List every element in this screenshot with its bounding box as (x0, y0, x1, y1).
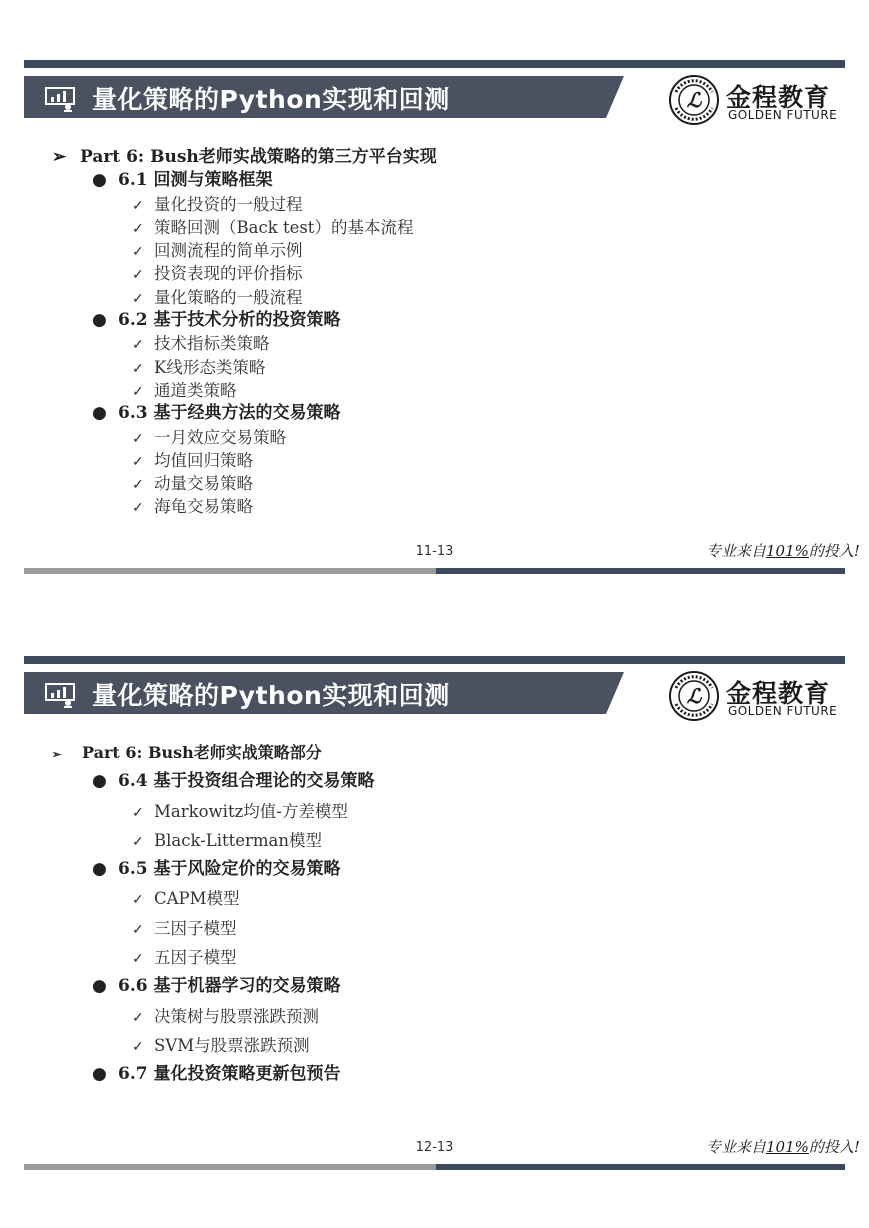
outline-item (132, 379, 437, 402)
svg-text:ℒ: ℒ (686, 88, 702, 112)
outline-item (132, 495, 437, 518)
check-icon: ✓ (132, 244, 144, 261)
section-heading (92, 169, 437, 192)
outline-item-text: Markowitz均值-方差模型 (154, 801, 348, 821)
svg-text:ℒ: ℒ (686, 684, 702, 708)
check-icon: ✓ (132, 360, 144, 377)
outline-item (132, 332, 437, 355)
bullet-icon: ● (92, 170, 107, 191)
bottom-bar-right (436, 568, 845, 574)
check-icon: ✓ (132, 500, 144, 517)
check-icon: ✓ (132, 804, 144, 821)
outline-item (132, 797, 375, 826)
section-heading-text: 6.5 基于风险定价的交易策略 (118, 859, 341, 880)
outline-item (132, 826, 375, 855)
check-icon: ✓ (132, 453, 144, 470)
bullet-icon: ● (92, 1064, 107, 1085)
bullet-icon: ● (92, 859, 107, 880)
outline-item-text: 量化策略的一般流程 (154, 287, 303, 307)
outline-item-text: 均值回归策略 (154, 450, 253, 470)
outline-item-text: 海龟交易策略 (154, 497, 253, 517)
check-icon: ✓ (132, 921, 144, 938)
golden-future-seal-icon (668, 670, 720, 722)
logo-chinese-name: 金程教育 (726, 679, 831, 708)
outline-item-text: 决策树与股票涨跌预测 (154, 1006, 319, 1026)
outline-item (132, 193, 437, 216)
outline-item (132, 884, 375, 913)
logo-english-name: GOLDEN FUTURE (728, 704, 838, 718)
bullet-icon: ● (92, 403, 107, 424)
slogan: 专业来自101%的投入! (706, 542, 860, 560)
part-heading (52, 146, 437, 169)
outline-item (132, 472, 437, 495)
presentation-icon (44, 86, 76, 112)
page-number: 12-13 (415, 1140, 454, 1155)
outline (52, 738, 375, 1090)
outline-item (132, 1031, 375, 1060)
outline-item (132, 943, 375, 972)
outline-item (132, 449, 437, 472)
outline-item (132, 426, 437, 449)
section-heading-text: 6.1 回测与策略框架 (118, 170, 273, 191)
outline-item (132, 356, 437, 379)
part-heading (52, 738, 375, 767)
section-heading (92, 402, 437, 425)
outline-item-text: 通道类策略 (154, 380, 237, 400)
check-icon: ✓ (132, 1038, 144, 1055)
outline-item-text: 投资表现的评价指标 (154, 264, 303, 284)
section-heading-text: 6.6 基于机器学习的交易策略 (118, 976, 341, 997)
check-icon: ✓ (132, 477, 144, 494)
check-icon: ✓ (132, 833, 144, 850)
slide-title: 量化策略的Python实现和回测 (92, 85, 450, 114)
outline-item (132, 914, 375, 943)
logo-english-name: GOLDEN FUTURE (728, 108, 838, 122)
check-icon: ✓ (132, 892, 144, 909)
outline-item-text: 一月效应交易策略 (154, 427, 286, 447)
top-bar (24, 656, 845, 664)
slide-title: 量化策略的Python实现和回测 (92, 681, 450, 710)
outline-item-text: CAPM模型 (154, 889, 240, 909)
page-number: 11-13 (415, 544, 454, 559)
check-icon: ✓ (132, 220, 144, 237)
section-heading-text: 6.7 量化投资策略更新包预告 (118, 1064, 341, 1085)
check-icon: ✓ (132, 290, 144, 307)
bottom-bar-right (436, 1164, 845, 1170)
part-heading-text: Part 6: Bush老师实战策略的第三方平台实现 (80, 147, 437, 167)
top-bar (24, 60, 845, 68)
check-icon: ✓ (132, 430, 144, 447)
logo-chinese-name: 金程教育 (726, 83, 831, 112)
golden-future-logo (668, 670, 848, 722)
check-icon: ✓ (132, 337, 144, 354)
bullet-icon: ● (92, 771, 107, 792)
outline-item-text: 回测流程的简单示例 (154, 241, 303, 261)
outline-item (132, 286, 437, 309)
slide-1 (0, 60, 869, 580)
section-heading (92, 309, 437, 332)
check-icon: ✓ (132, 383, 144, 400)
outline-item-text: 技术指标类策略 (154, 334, 270, 354)
check-icon: ✓ (132, 1009, 144, 1026)
bottom-bar-left (24, 1164, 436, 1170)
part-heading-text: Part 6: Bush老师实战策略部分 (82, 743, 322, 762)
outline-item (132, 239, 437, 262)
bottom-bar-left (24, 568, 436, 574)
section-heading-text: 6.3 基于经典方法的交易策略 (118, 403, 341, 424)
golden-future-seal-icon (668, 74, 720, 126)
golden-future-logo (668, 74, 848, 126)
bullet-icon: ● (92, 310, 107, 331)
section-heading (92, 972, 375, 1001)
check-icon: ✓ (132, 197, 144, 214)
outline (52, 146, 437, 519)
outline-item-text: SVM与股票涨跌预测 (154, 1035, 310, 1055)
section-heading (92, 1060, 375, 1089)
arrow-icon: ➢ (52, 147, 67, 167)
slide-2 (0, 656, 869, 1176)
outline-item-text: 策略回测（Back test）的基本流程 (154, 217, 414, 237)
outline-item-text: 量化投资的一般过程 (154, 194, 303, 214)
slogan: 专业来自101%的投入! (706, 1138, 860, 1156)
outline-item (132, 1002, 375, 1031)
outline-item-text: 动量交易策略 (154, 474, 253, 494)
presentation-icon (44, 682, 76, 708)
section-heading-text: 6.4 基于投资组合理论的交易策略 (118, 771, 375, 792)
section-heading-text: 6.2 基于技术分析的投资策略 (118, 310, 341, 331)
outline-item (132, 262, 437, 285)
bullet-icon: ● (92, 976, 107, 997)
outline-item-text: K线形态类策略 (154, 357, 266, 377)
section-heading (92, 855, 375, 884)
outline-item (132, 216, 437, 239)
check-icon: ✓ (132, 267, 144, 284)
outline-item-text: 五因子模型 (154, 948, 237, 968)
section-heading (92, 767, 375, 796)
outline-item-text: Black-Litterman模型 (154, 830, 323, 850)
outline-item-text: 三因子模型 (154, 918, 237, 938)
arrow-icon: ➢ (52, 748, 62, 761)
check-icon: ✓ (132, 951, 144, 968)
